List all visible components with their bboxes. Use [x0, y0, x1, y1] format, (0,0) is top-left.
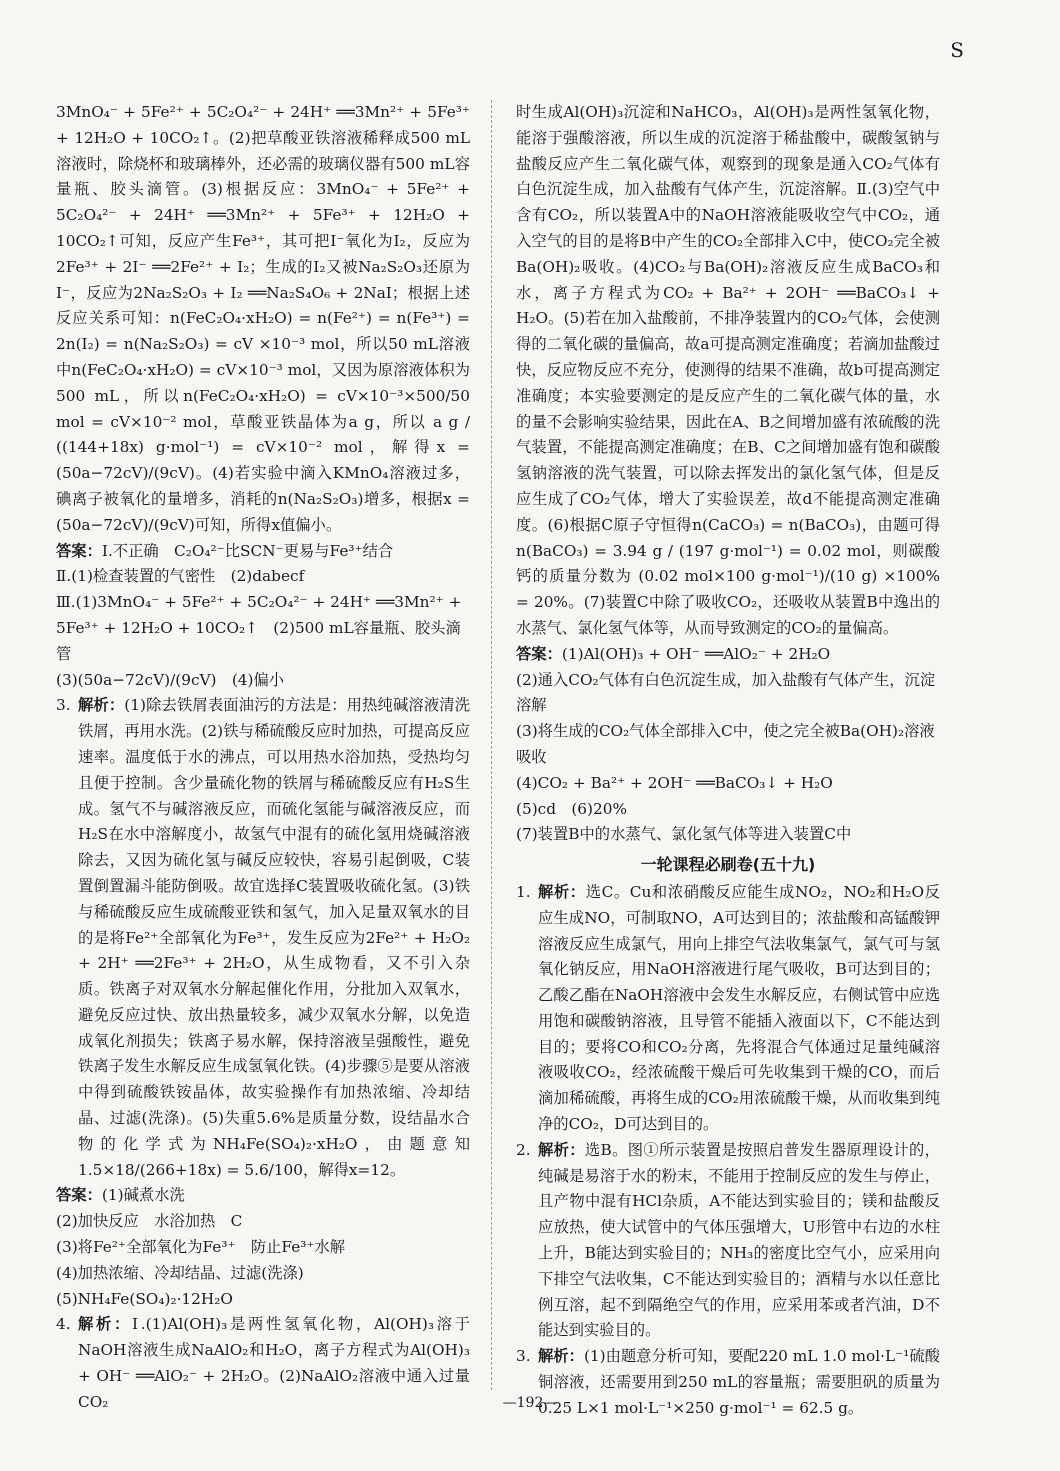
left-column: [56, 100, 470, 1416]
q3-answer: [56, 1183, 470, 1312]
right-column: [516, 100, 940, 1422]
column-divider: [491, 100, 492, 1390]
q2-analysis-text: 3MnO₄⁻ + 5Fe²⁺ + 5C₂O₄²⁻ + 24H⁺ ══3Mn²⁺ + 5Fe³⁺ + 12H₂O + 10CO₂↑。(2)把草酸亚铁溶液稀释成500 mL溶液时，除烧杯和玻璃棒外，还必需的玻璃仪器有500 mL容量瓶、胶头滴管。(3)根据反应：3MnO₄⁻ + 5Fe²⁺ + 5C₂O₄²⁻ + 24H⁺ ══3Mn²⁺ + 5Fe³⁺ + 12H₂O + 10CO₂↑可知，反应产生Fe³⁺，其可把I⁻氧化为I₂，反应为2Fe³⁺ + 2I⁻ ══2Fe²⁺ + I₂；生成的I₂又被Na₂S₂O₃还原为I⁻，反应为2Na₂S₂O₃ + I₂ ══Na₂S₄O₆ + 2NaI；根据上述反应关系可知：n(FeC₂O₄·xH₂O) = n(Fe²⁺) = n(Fe³⁺) = 2n(I₂) = n(Na₂S₂O₃) = cV ×10⁻³ mol，所以50 mL溶液中n(FeC₂O₄·xH₂O) = cV×10⁻³ mol，又因为原溶液体积为500 mL，所以n(FeC₂O₄·xH₂O) = cV×10⁻³×500/50 mol = cV×10⁻² mol，草酸亚铁晶体为a g，所以 a g / ((144+18x) g·mol⁻¹) = cV×10⁻² mol，解得x = (50a−72cV)/(9cV)。(4)若实验中滴入KMnO₄溶液过多，碘离子被氧化的量增多，消耗的n(Na₂S₂O₃)增多，根据x = (50a−72cV)/(9cV)可知，所得x值偏小。: [56, 103, 470, 534]
s1-number: 1.: [516, 882, 531, 901]
q4-answer-line: (5)cd (6)20%: [516, 799, 627, 818]
q2-answer-line: Ⅰ.不正确 C₂O₄²⁻比SCN⁻更易与Fe³⁺结合: [101, 541, 394, 560]
q2-answer-label: 答案：: [56, 541, 102, 560]
s2-analysis-text: 选B。图①所示装置是按照启普发生器原理设计的，纯碱是易溶于水的粉末，不能用于控制反应的发生与停止，且产物中混有HCl杂质，A不能达到实验目的；镁和盐酸反应放热，使大试管中的气体压强增大，U形管中右边的水柱上升，B能达到实验目的；NH₃的密度比空气小，应采用向下排空气法收集，C不能达到实验目的；酒精与水以任意比例互溶，起不到隔绝空气的作用，应采用苯或者汽油，D不能达到实验目的。: [538, 1140, 940, 1340]
s3-number: 3.: [516, 1347, 531, 1366]
q4-answer-line: (2)通入CO₂气体有白色沉淀生成，加入盐酸有气体产生，沉淀溶解: [516, 670, 936, 715]
q3-answer-line: (3)将Fe²⁺全部氧化为Fe³⁺ 防止Fe³⁺水解: [56, 1238, 346, 1257]
q2-answer-line: Ⅱ.(1)检查装置的气密性 (2)dabecf: [56, 567, 305, 586]
s3-analysis-text: (1)由题意分析可知，要配220 mL 1.0 mol·L⁻¹硫酸铜溶液，还需要用到250 mL的容量瓶；需要胆矾的质量为0.25 L×1 mol·L⁻¹×250 g·mol⁻¹ = 62.5 g。: [538, 1347, 940, 1417]
q3-label: 解析：: [78, 696, 125, 715]
s1-analysis-text: 选C。Cu和浓硝酸反应能生成NO₂，NO₂和H₂O反应生成NO，可制取NO，A可达到目的；浓盐酸和高锰酸钾溶液反应生成氯气，用向上排空气法收集氯气，氯气可与氢氧化钠反应，用NaOH溶液进行尾气吸收，B可达到目的；乙酸乙酯在NaOH溶液中会发生水解反应，右侧试管中应选用饱和碳酸钠溶液，且导管不能插入液面以下，C不能达到目的；要将CO和CO₂分离，先将混合气体通过足量纯碱溶液吸收CO₂，经浓硫酸干燥后可先收集到干燥的CO，而后滴加稀硫酸，再将生成的CO₂用浓硫酸干燥，从而收集到纯净的CO₂，D可达到目的。: [538, 882, 940, 1134]
page-number: —192—: [502, 1395, 558, 1411]
q3-answer-line: (2)加快反应 水浴加热 C: [56, 1212, 243, 1231]
q3-number: 3.: [56, 696, 71, 715]
q4-answer-line: (3)将生成的CO₂气体全部排入C中，使之完全被Ba(OH)₂溶液吸收: [516, 722, 935, 766]
q4-analysis-continued: 时生成Al(OH)₃沉淀和NaHCO₃，Al(OH)₃是两性氢氧化物，能溶于强酸溶液，所以生成的沉淀溶于稀盐酸中，碳酸氢钠与盐酸反应产生二氧化碳气体，观察到的现象是通入CO₂气体有白色沉淀生成，加入盐酸有气体产生，沉淀溶解。Ⅱ.(3)空气中含有CO₂，所以装置A中的NaOH溶液能吸收空气中CO₂，通入空气的目的是将B中产生的CO₂全部排入C中，使CO₂完全被Ba(OH)₂吸收。(4)CO₂与Ba(OH)₂溶液反应生成BaCO₃和水，离子方程式为CO₂ + Ba²⁺ + 2OH⁻ ══BaCO₃↓ + H₂O。(5)若在加入盐酸前，不排净装置内的CO₂气体，会使测得的二氧化碳的量偏高，故a可提高测定准确度；若滴加盐酸过快，反应物反应不充分，使测得的结果不准确，故b可提高测定准确度；本实验要测定的是反应产生的二氧化碳气体的量，水的量不会影响实验结果，因此在A、B之间增加盛有浓硫酸的洗气装置，不能提高测定准确度；在B、C之间增加盛有饱和碳酸氢钠溶液的洗气装置，可以除去挥发出的氯化氢气体，但是反应生成了CO₂气体，增大了实验误差，故d不能提高测定准确度。(6)根据C原子守恒得n(CaCO₃) = n(BaCO₃)，由题可得 n(BaCO₃) = 3.94 g / (197 g·mol⁻¹) = 0.02 mol，则碳酸钙的质量分数为 (0.02 mol×100 g·mol⁻¹)/(10 g) ×100% = 20%。(7)装置C中除了吸收CO₂，还吸收从装置B中逸出的水蒸气、氯化氢气体等，从而导致测定的CO₂的量偏高。: [516, 103, 940, 637]
q2-answer-line: (3)(50a−72cV)/(9cV) (4)偏小: [56, 670, 285, 689]
q4-answer-line: (7)装置B中的水蒸气、氯化氢气体等进入装置C中: [516, 825, 852, 844]
section-question-1: [516, 880, 940, 1138]
section-title: 一轮课程必刷卷(五十九): [640, 855, 816, 875]
section-question-2: [516, 1138, 940, 1344]
s3-label: 解析：: [538, 1347, 584, 1366]
q4-answer: [516, 642, 940, 848]
q3-answer-line: (5)NH₄Fe(SO₄)₂·12H₂O: [56, 1289, 233, 1308]
q3-answer-line: (1)碱煮水洗: [101, 1186, 185, 1205]
q3-analysis-text: (1)除去铁屑表面油污的方法是：用热纯碱溶液清洗铁屑，再用水洗。(2)铁与稀硫酸反应时加热，可提高反应速率。温度低于水的沸点，可以用热水浴加热，受热均匀且便于控制。含少量硫化物的铁屑与稀硫酸反应有H₂S生成。氢气不与碱溶液反应，而硫化氢能与碱溶液反应，而H₂S在水中溶解度小，故氢气中混有的硫化氢用烧碱溶液除去，又因为硫化氢与碱反应较快，容易引起倒吸，C装置倒置漏斗能防倒吸。故宜选择C装置吸收硫化氢。(3)铁与稀硫酸反应生成硫酸亚铁和氢气，加入足量双氧水的目的是将Fe²⁺全部氧化为Fe³⁺，发生反应为2Fe²⁺ + H₂O₂ + 2H⁺ ══2Fe³⁺ + 2H₂O，从生成物看，又不引入杂质。铁离子对双氧水分解起催化作用，分批加入双氧水，避免反应过快、放出热量较多，减少双氧水分解，以免造成氧化剂损失；铁离子易水解，保持溶液呈强酸性，避免铁离子发生水解反应生成氢氧化铁。(4)步骤⑤是要从溶液中得到硫酸铁铵晶体，故实验操作有加热浓缩、冷却结晶、过滤(洗涤)。(5)失重5.6%是质量分数，设结晶水合物的化学式为NH₄Fe(SO₄)₂·xH₂O，由题意知 1.5×18/(266+18x) = 5.6/100，解得x=12。: [78, 696, 470, 1179]
q4-label: 解析：: [78, 1315, 133, 1334]
q4-analysis-text: Ⅰ.(1)Al(OH)₃是两性氢氧化物，Al(OH)₃溶于NaOH溶液生成NaAlO₂和H₂O，离子方程式为Al(OH)₃ + OH⁻ ══AlO₂⁻ + 2H₂O。(2)NaAlO₂溶液中通入过量CO₂: [78, 1315, 470, 1411]
s2-label: 解析：: [538, 1140, 585, 1159]
q4-answer-label: 答案：: [516, 644, 562, 663]
q2-answer-line: Ⅲ.(1)3MnO₄⁻ + 5Fe²⁺ + 5C₂O₄²⁻ + 24H⁺ ══3Mn²⁺ + 5Fe³⁺ + 12H₂O + 10CO₂↑ (2)500 mL容量瓶、胶头滴管: [56, 593, 462, 663]
s1-label: 解析：: [538, 882, 586, 901]
corner-letter: S: [950, 38, 964, 62]
q3-answer-label: 答案：: [56, 1186, 102, 1205]
q3-answer-line: (4)加热浓缩、冷却结晶、过滤(洗涤): [56, 1263, 304, 1282]
question-3: [56, 693, 470, 1183]
q4-answer-line: (1)Al(OH)₃ + OH⁻ ══AlO₂⁻ + 2H₂O: [561, 644, 831, 663]
s2-number: 2.: [516, 1140, 531, 1159]
q2-answer: [56, 539, 470, 694]
q4-number: 4.: [56, 1315, 71, 1334]
q4-answer-line: (4)CO₂ + Ba²⁺ + 2OH⁻ ══BaCO₃↓ + H₂O: [516, 773, 833, 792]
